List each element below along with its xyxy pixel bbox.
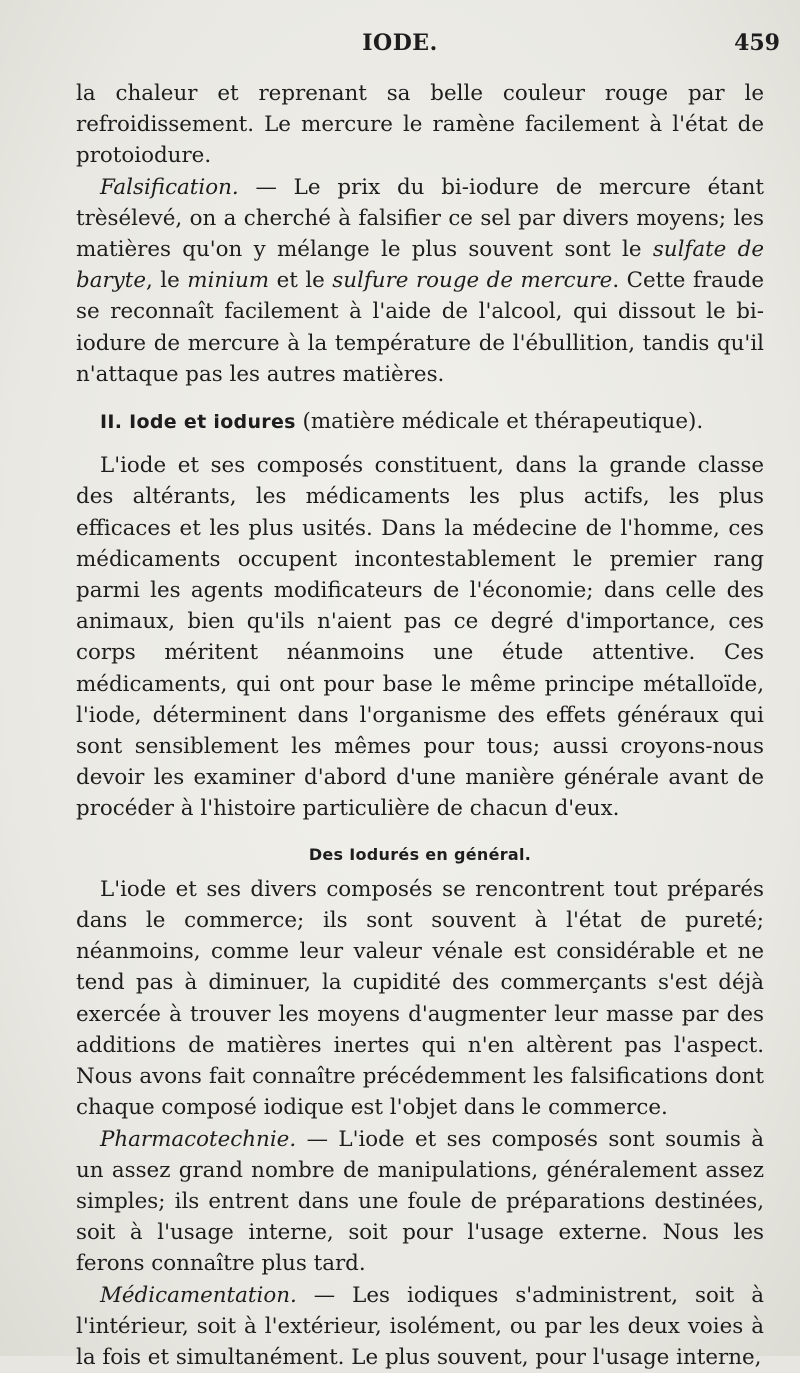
paragraph-pharmacotechnie xyxy=(76,1124,764,1280)
paragraph-lead-falsification: Falsification. xyxy=(100,174,239,200)
page-body xyxy=(76,78,764,1373)
text-run: . Cette fraude se reconnaît facilement à l'aide de l'alcool, qui dissout le bi-iodure de mercure à la température de l'ébullition, tandis qu'il n'attaque pas les autres matières. xyxy=(76,268,764,387)
paragraph-falsification xyxy=(76,172,764,390)
paragraph-intro: L'iode et ses composés constituent, dans la grande classe des altérants, les médicaments les plus actifs, les plus efficaces et les plus usités. Dans la médecine de l'homme, ces médicaments occupent incontestablement le premier rang parmi les agents modificateurs de l'économie; dans celle des animaux, bien qu'ils n'aient pas ce degré d'importance, ces corps méritent néanmoins une étude attentive. Ces médicaments, qui ont pour base le même principe métalloïde, l'iode, déterminent dans l'organisme des effets généraux qui sont sensiblement les mêmes pour tous; aussi croyons-nous devoir les examiner d'abord d'une manière générale avant de procéder à l'histoire particulière de chacun d'eux. xyxy=(76,453,764,822)
paragraph-medicamentation xyxy=(76,1280,764,1373)
paragraph-continuation: la chaleur et reprenant sa belle couleur rouge par le refroidissement. Le mercure le ramène facilement à l'état de protoiodure. xyxy=(76,81,764,169)
running-header xyxy=(0,30,800,66)
text-run: — Les iodiques s'administrent, soit à l'intérieur, soit à l'extérieur, isolément, ou par les deux voies à la fois et simultanément. Le plus souvent, pour l'usage interne, xyxy=(76,1282,764,1370)
section-heading-title: II. Iode et iodures xyxy=(100,411,296,434)
text-run: — L'iode et ses composés sont soumis à un assez grand nombre de manipulations, généralement assez simples; ils entrent dans une foule de préparations destinées, soit à l'usage interne, soit pour l'usage externe. Nous les ferons connaître plus tard. xyxy=(76,1126,764,1277)
running-title: IODE. xyxy=(362,30,438,56)
text-run: , le xyxy=(146,268,188,294)
section-heading xyxy=(76,406,764,438)
text-run: et le xyxy=(269,268,333,294)
term-sulfure-rouge: sulfure rouge de mercure xyxy=(332,268,613,294)
text-run: — Le prix du bi-iodure de mercure étant trèsélevé, on a cherché à falsifier ce sel par divers moyens; les matières qu'on y mélange le plus souvent sont le xyxy=(76,174,764,263)
page-number: 459 xyxy=(734,30,780,56)
term-sulfate-de-baryte: sulfate de baryte xyxy=(76,237,764,294)
paragraph-commerce: L'iode et ses divers composés se rencontrent tout préparés dans le commerce; ils sont souvent à l'état de pureté; néanmoins, comme leur valeur vénale est considérable et ne tend pas à diminuer, la cupidité des commerçants s'est déjà exercée à trouver les moyens d'augmenter leur masse par des additions de matières inertes qui n'en altèrent pas l'aspect. Nous avons fait connaître précédemment les falsifications dont chaque composé iodique est l'objet dans le commerce. xyxy=(76,876,764,1121)
subheading: Des Iodurés en général. xyxy=(308,844,532,864)
paragraph-lead-pharmacotechnie: Pharmacotechnie. xyxy=(100,1126,297,1152)
term-minium: minium xyxy=(187,268,270,294)
section-heading-note: (matière médicale et thérapeutique). xyxy=(295,409,704,435)
paragraph-lead-medicamentation: Médicamentation. xyxy=(100,1282,297,1308)
